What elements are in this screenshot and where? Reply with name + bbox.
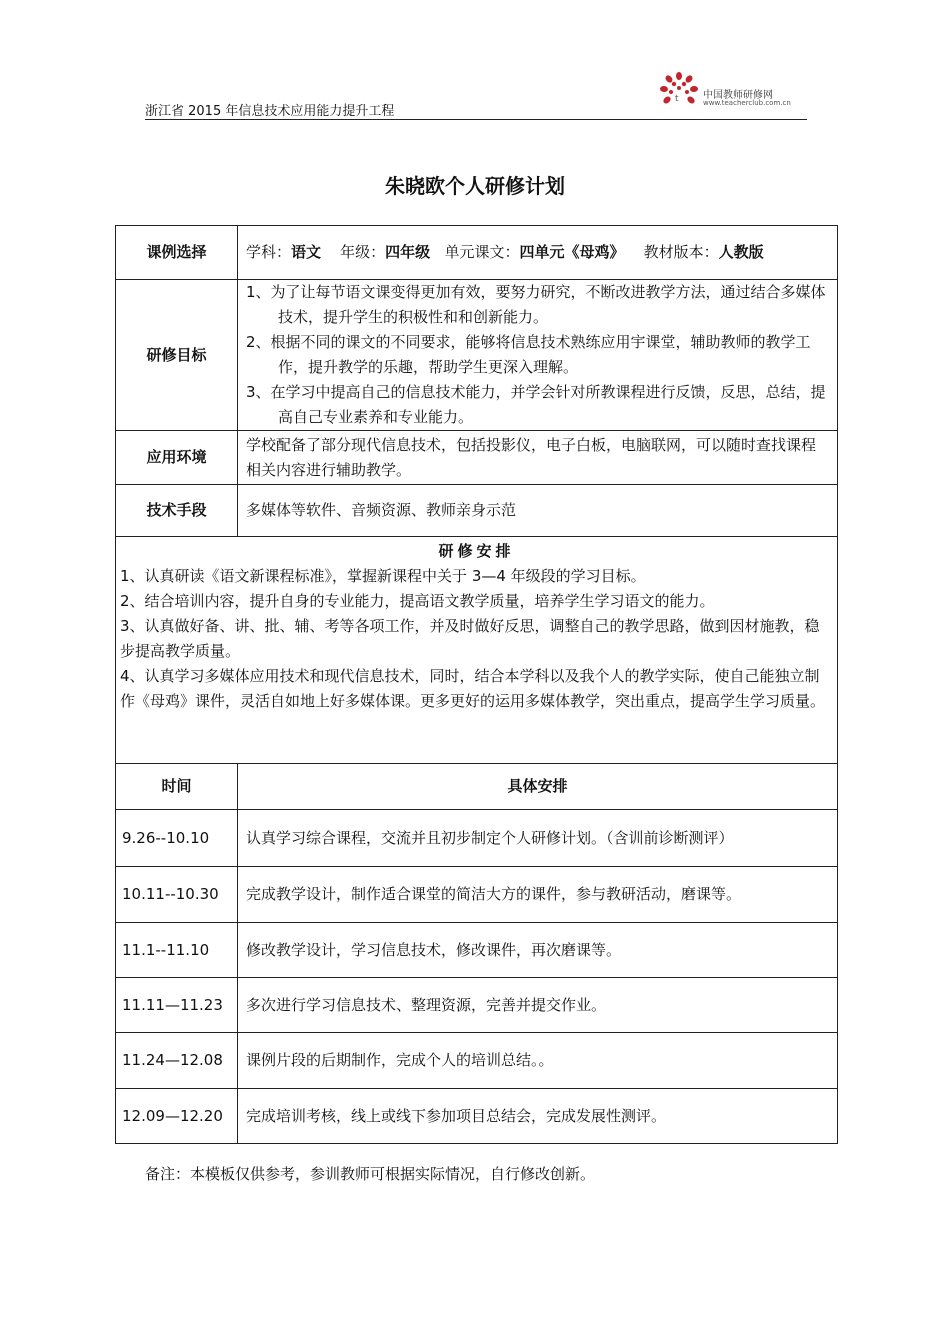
footnote: 备注：本模板仅供参考，参训教师可根据实际情况，自行修改创新。 <box>145 1165 596 1183</box>
means-text: 多媒体等软件、音频资源、教师亲身示范 <box>238 485 838 537</box>
environment-text: 学校配备了部分现代信息技术，包括投影仪，电子白板，电脑联网，可以随时查找课程相关内容进行辅助教学。 <box>238 431 838 485</box>
logo-chinese-name: 中国教师研修网 <box>703 90 773 101</box>
schedule-plan: 课例片段的后期制作，完成个人的培训总结。。 <box>238 1033 838 1089</box>
schedule-plan: 修改教学设计，学习信息技术，修改课件，再次磨课等。 <box>238 923 838 978</box>
schedule-time: 9.26--10.10 <box>116 810 238 867</box>
course-info <box>238 226 838 280</box>
logo-website: www.teacherclub.com.cn <box>703 99 791 107</box>
schedule-plan: 完成培训考核，线上或线下参加项目总结会，完成发展性测评。 <box>238 1089 838 1144</box>
arrangement-item: 2、结合培训内容，提升自身的专业能力，提高语文教学质量，培养学生学习语文的能力。 <box>120 592 715 610</box>
goal-item: 3、在学习中提高自己的信息技术能力，并学会针对所教课程进行反馈，反思，总结，提高自己专业素养和专业能力。 <box>246 383 826 426</box>
teacherclub-logo <box>656 70 806 112</box>
plan-column-header: 具体安排 <box>238 764 838 810</box>
goals-content <box>238 280 838 431</box>
schedule-plan: 完成教学设计，制作适合课堂的简洁大方的课件，参与教研活动，磨课等。 <box>238 867 838 923</box>
schedule-plan: 认真学习综合课程，交流并且初步制定个人研修计划。（含训前诊断测评） <box>238 810 838 867</box>
means-row <box>116 485 838 537</box>
schedule-row <box>116 810 838 867</box>
edition-value: 人教版 <box>718 243 764 261</box>
course-label: 课例选择 <box>116 226 238 280</box>
schedule-header-row <box>116 764 838 810</box>
flower-logo-icon <box>656 70 702 112</box>
time-column-header: 时间 <box>116 764 238 810</box>
schedule-row <box>116 1033 838 1089</box>
subject-key: 学科： <box>246 243 292 261</box>
schedule-row <box>116 978 838 1033</box>
unit-value: 四单元《母鸡》 <box>519 243 625 261</box>
goals-label: 研修目标 <box>116 280 238 431</box>
means-label: 技术手段 <box>116 485 238 537</box>
course-row <box>116 226 838 280</box>
subject-value: 语文 <box>291 243 322 261</box>
schedule-row <box>116 1089 838 1144</box>
arrangement-item: 4、认真学习多媒体应用技术和现代信息技术，同时，结合本学科以及我个人的教学实际，使自己能独立制作《母鸡》课件，灵活自如地上好多媒体课。更多更好的运用多媒体教学，突出重点，提高学生学习质量。 <box>120 667 826 710</box>
arrangement-heading: 研修安排 <box>438 542 515 560</box>
environment-row <box>116 431 838 485</box>
goal-item: 1、为了让每节语文课变得更加有效，要努力研究，不断改进教学方法，通过结合多媒体技术，提升学生的积极性和和创新能力。 <box>246 283 826 326</box>
header-divider <box>145 119 807 120</box>
edition-key: 教材版本： <box>643 243 719 261</box>
page-title: 朱晓欧个人研修计划 <box>385 174 565 198</box>
header-project-title: 浙江省 2015 年信息技术应用能力提升工程 <box>145 104 395 119</box>
schedule-plan: 多次进行学习信息技术、整理资源，完善并提交作业。 <box>238 978 838 1033</box>
schedule-row <box>116 867 838 923</box>
arrangement-item: 1、认真研读《语文新课程标准》，掌握新课程中关于 3—4 年级段的学习目标。 <box>120 567 646 585</box>
grade-key: 年级： <box>340 243 386 261</box>
schedule-time: 11.24—12.08 <box>116 1033 238 1089</box>
arrangement-content <box>116 537 838 764</box>
goals-row <box>116 280 838 431</box>
environment-label: 应用环境 <box>116 431 238 485</box>
goal-item: 2、根据不同的课文的不同要求，能够将信息技术熟练应用宇课堂，辅助教师的教学工作，提升教学的乐趣，帮助学生更深入理解。 <box>246 333 811 376</box>
plan-table <box>115 225 838 1144</box>
schedule-time: 11.11—11.23 <box>116 978 238 1033</box>
arrangement-row <box>116 537 838 764</box>
schedule-time: 10.11--10.30 <box>116 867 238 923</box>
svg-text:t: t <box>675 94 679 104</box>
schedule-time: 12.09—12.20 <box>116 1089 238 1144</box>
arrangement-item: 3、认真做好备、讲、批、辅、考等各项工作，并及时做好反思，调整自己的教学思路，做到因材施教，稳步提高教学质量。 <box>120 617 820 660</box>
unit-key: 单元课文： <box>444 243 520 261</box>
schedule-time: 11.1--11.10 <box>116 923 238 978</box>
grade-value: 四年级 <box>385 243 431 261</box>
schedule-row <box>116 923 838 978</box>
